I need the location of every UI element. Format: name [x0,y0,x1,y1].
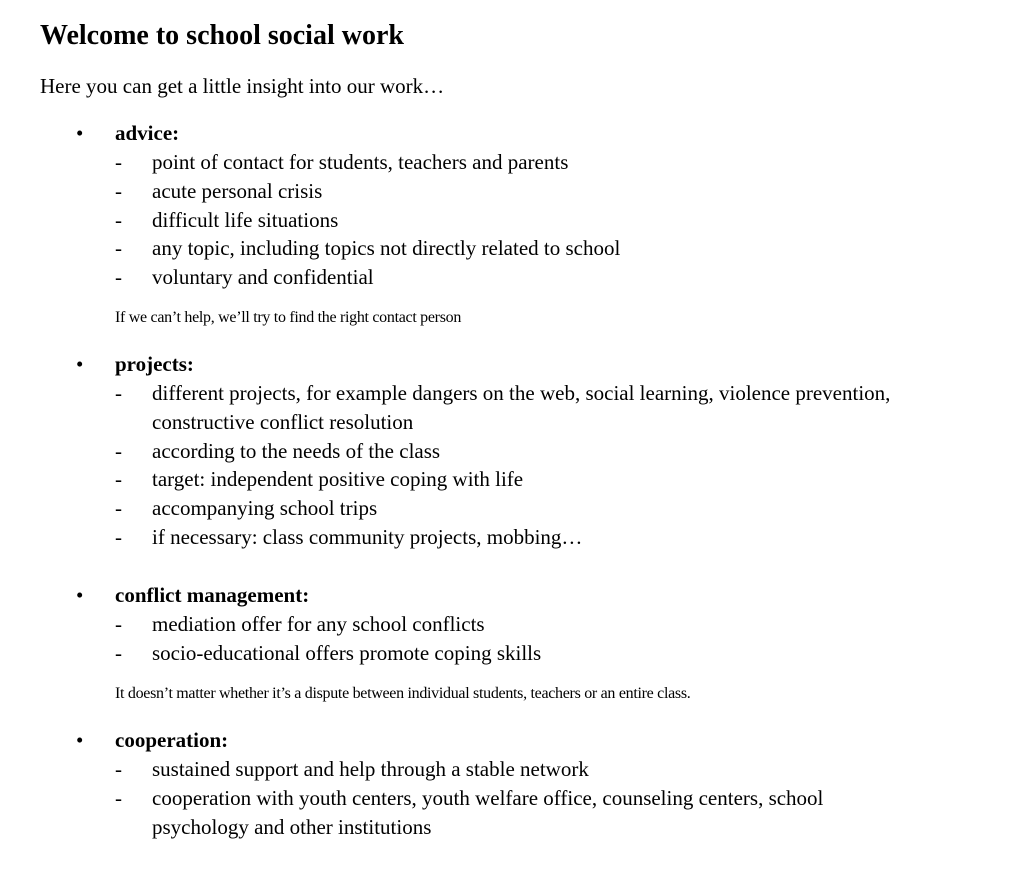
dash-icon: - [115,178,122,203]
page-title: Welcome to school social work [40,20,404,51]
list-item-text: difficult life situations [152,207,339,232]
list-item [0,437,972,466]
list-item [0,379,972,437]
list-item [0,263,972,292]
bullet-icon: • [76,728,84,752]
section-heading: advice: [115,121,180,145]
list-item-text: according to the needs of the class [152,438,441,463]
list-item-text: sustained support and help through a stable network [152,757,589,781]
list-item-text: different projects, for example dangers on the web, social learning, violence prevention, constructive conflict resolution [152,381,891,434]
dash-icon: - [115,381,122,405]
dash-icon: - [115,150,122,174]
list-item [0,523,972,552]
list-item [0,206,972,235]
bullet-icon: • [76,583,84,607]
list-item-text: voluntary and confidential [152,265,374,290]
section-cooperation [0,726,1021,841]
section-conflict-management [0,581,1021,704]
section-note: If we can’t help, we’ll try to find the right contact person [115,308,462,326]
list-item-text: target: independent positive coping with life [152,467,524,492]
list-item-text: if necessary: class community projects, mobbing… [152,524,583,549]
list-item-text: accompanying school trips [152,496,378,521]
dash-icon: - [115,236,122,261]
list-item [0,784,892,842]
section-heading: cooperation: [115,728,229,752]
bullet-icon: • [76,121,84,145]
list-item [0,234,972,263]
list-item [0,177,972,206]
list-item [0,610,972,639]
dash-icon: - [115,757,122,781]
dash-icon: - [115,612,122,636]
section-heading-row [0,581,1021,610]
section-heading-row [0,350,1021,379]
list-item-text: acute personal crisis [152,178,323,203]
dash-icon: - [115,524,122,549]
dash-icon: - [115,640,122,665]
bullet-icon: • [76,352,84,376]
dash-icon: - [115,265,122,290]
section-heading-row [0,119,1021,148]
list-item [0,148,972,177]
list-item [0,465,972,494]
section-note: It doesn’t matter whether it’s a dispute between individual students, teachers or an entire class. [115,684,691,702]
list-item-text: socio-educational offers promote coping skills [152,640,542,665]
dash-icon: - [115,785,122,810]
section-heading-row [0,726,1021,755]
section-advice [0,119,1021,328]
list-item [0,639,972,668]
dash-icon: - [115,467,122,492]
dash-icon: - [115,438,122,463]
intro-text: Here you can get a little insight into our work… [40,74,445,98]
section-heading: projects: [115,352,194,376]
list-item-text: mediation offer for any school conflicts [152,612,485,636]
section-heading: conflict management: [115,583,310,607]
list-item-text: cooperation with youth centers, youth welfare office, counseling centers, school psychology and other institutions [152,785,824,839]
section-projects [0,350,1021,552]
dash-icon: - [115,207,122,232]
list-item [0,494,972,523]
list-item [0,755,972,784]
list-item-text: any topic, including topics not directly related to school [152,236,621,261]
list-item-text: point of contact for students, teachers and parents [152,150,569,174]
dash-icon: - [115,496,122,521]
